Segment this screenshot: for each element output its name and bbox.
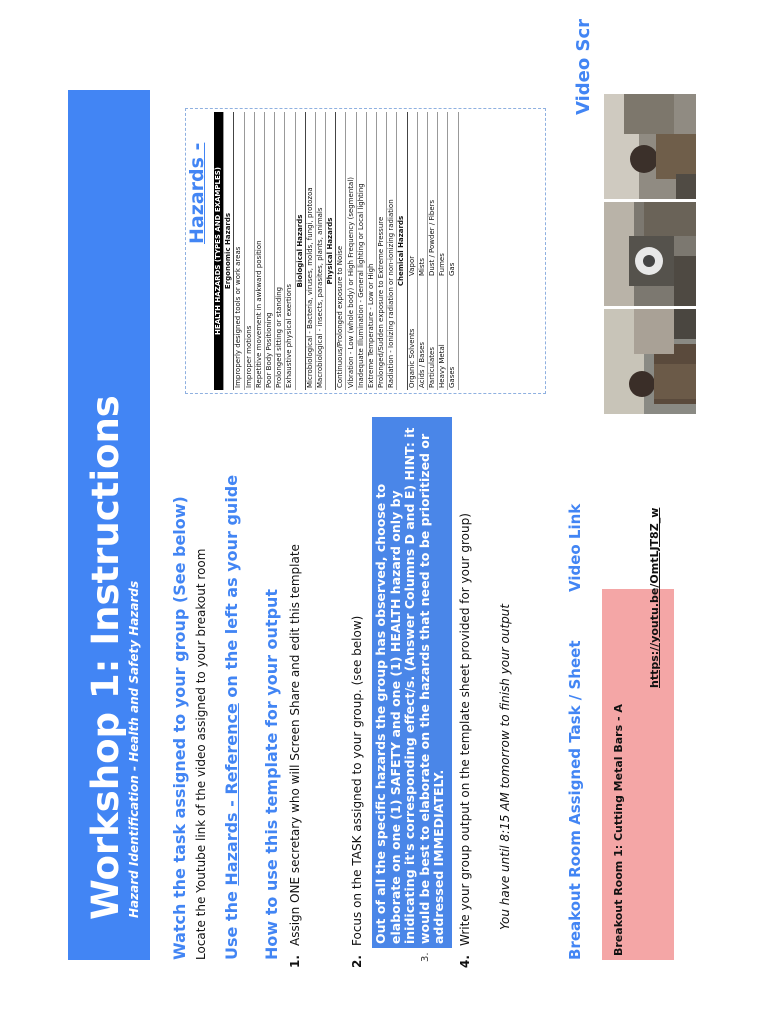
hazards-reference-title: Hazards - (186, 142, 208, 244)
step-4 (458, 513, 472, 968)
breakout-room-task: Breakout Room 1: Cutting Metal Bars - A (612, 704, 625, 956)
step-3-text: Out of all the specific hazards the group has observed, choose to elaborate on one (1) SAFETY and one (1) HEALTH hazard only by inidicating it's corresponding effect/s. (Answer Columns D and E) HINT: it would be best to elaborate on the hazards that need to be prioritized or addressed IMMEDIATELY. (373, 427, 446, 944)
page-title: Workshop 1: Instructions (84, 395, 127, 920)
table-row: Exhaustive physical exertions (285, 112, 295, 390)
table-cell: Vapor (407, 112, 417, 278)
video-screenshot-2 (604, 202, 696, 307)
table-row: Prolonged sitting or standing (275, 112, 285, 390)
category-physical: Physical Hazards (326, 112, 336, 390)
table-row: Macrobiological - insects, parasites, plants, animals (315, 112, 325, 390)
table-row: Improper motions (244, 112, 254, 390)
video-screenshot-title: Video Scr (573, 18, 594, 115)
category-ergonomic: Ergonomic Hazards (224, 112, 234, 390)
table-title: HEALTH HAZARDS (TYPES AND EXAMPLES) (214, 112, 224, 390)
table-row: Prolonged/Sudden exposure to Extreme Pressure (377, 112, 387, 390)
reference-heading (222, 475, 241, 960)
watch-task-text: Locate the Youtube link of the video assigned to your breakout room (194, 548, 208, 960)
step-text: Focus on the TASK assigned to your group. (see below) (350, 615, 364, 946)
health-hazards-table (214, 112, 459, 390)
step-number: 1. (288, 955, 302, 968)
reference-heading-suffix: on the left as your guide (222, 474, 241, 704)
table-row: Extreme Temperature - Low or High (366, 112, 376, 390)
step-number: 2. (350, 955, 364, 968)
table-row: Inadequate Illumination - General lighting or Local lighting (356, 112, 366, 390)
video-link-heading: Video Link (566, 503, 584, 592)
deadline-note: You have until 8:15 AM tomorrow to finish your output (498, 603, 512, 930)
page-subtitle: Hazard Identification - Health and Safety Hazards (127, 580, 141, 918)
step-2 (350, 616, 364, 968)
table-cell: Dust / Powder / Fibers (427, 112, 437, 278)
table-cell: Fumes (438, 112, 448, 278)
table-cell: Gases (448, 278, 458, 390)
table-row: Continuous/Prolonged exposure to Noise (336, 112, 346, 390)
step-text: Assign ONE secretary who will Screen Share and edit this template (288, 544, 302, 946)
table-cell: Acids / Bases (417, 278, 427, 390)
video-screenshot-3 (604, 94, 696, 199)
table-row: Repetitive movement in awkward position (254, 112, 264, 390)
step-text: Write your group output on the template sheet provided for your group) (458, 513, 472, 946)
category-chemical: Chemical Hazards (397, 112, 407, 390)
table-cell: Heavy Metal (438, 278, 448, 390)
category-biological: Biological Hazards (295, 112, 305, 390)
step-1 (288, 544, 302, 968)
step-number: 3. (420, 952, 431, 962)
table-row: Vibration - Low (whole body) or High Frequency (segmental) (346, 112, 356, 390)
table-row: Poor Body Positioning (264, 112, 274, 390)
youtube-video-link[interactable]: https://youtu.be/OmtLJT8Z_w (648, 507, 661, 688)
video-screenshot-1 (604, 309, 696, 414)
assigned-task-heading: Breakout Room Assigned Task / Sheet (566, 640, 584, 960)
template-heading: How to use this template for your output (262, 588, 281, 960)
table-row: Microbiological - Bacteria, viruses, molds, fungi, protozoa (305, 112, 315, 390)
hazards-reference-link[interactable]: Hazards - Reference (222, 703, 241, 886)
video-screenshots (604, 94, 696, 414)
reference-heading-prefix: Use the (222, 885, 241, 960)
table-cell: Organic Solvents (407, 278, 417, 390)
watch-task-heading: Watch the task assigned to your group (See below) (170, 496, 189, 960)
table-cell: Mists (417, 112, 427, 278)
table-row: Improperly designed tools or work areas (234, 112, 244, 390)
step-number: 4. (458, 955, 472, 968)
table-row: Radiation - Ionizing radiation or non-ionizing radiation (387, 112, 397, 390)
table-cell: Gas (448, 112, 458, 278)
table-cell: Particulates (427, 278, 437, 390)
